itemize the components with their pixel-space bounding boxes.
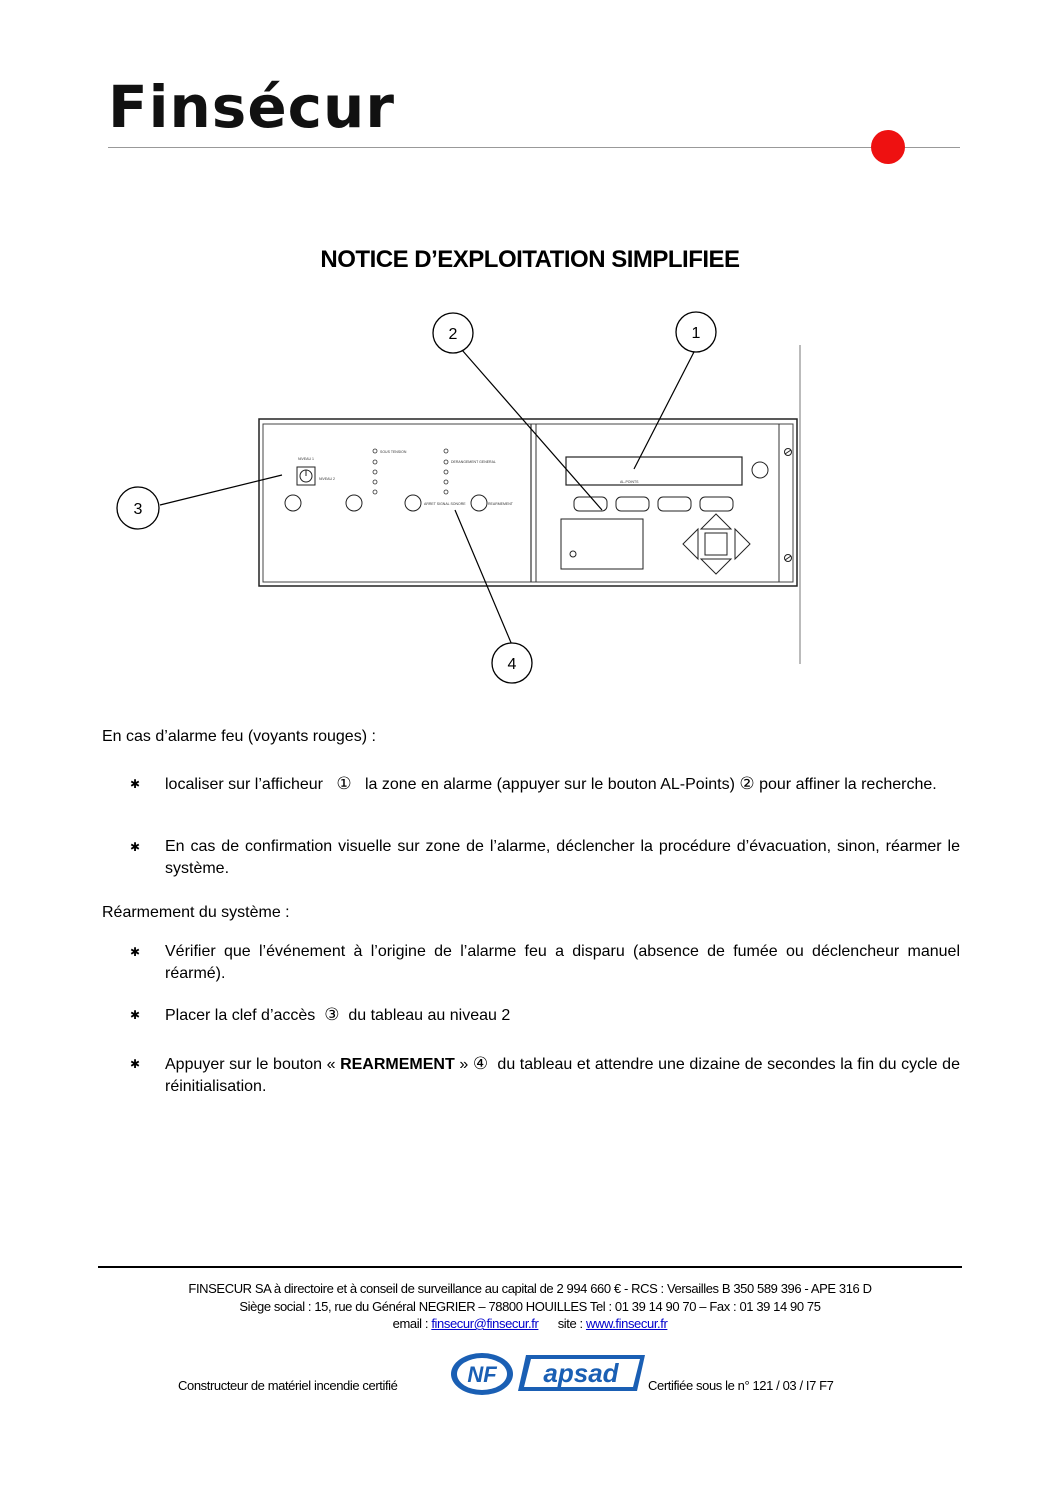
list-item: localiser sur l’afficheur ① la zone en alarme (appuyer sur le bouton AL-Points) ② pour affiner la recherche. <box>165 774 937 794</box>
finsecur-logo: Finsécur <box>108 73 395 141</box>
footer-divider <box>98 1266 962 1268</box>
derangement-label: DERANGEMENT GENERAL <box>451 460 496 464</box>
soft-key <box>658 497 691 511</box>
footer-contact: email : finsecur@finsecur.fr site : www.finsecur.fr <box>392 1316 668 1331</box>
sous-tension-label: SOUS TENSION <box>380 450 407 454</box>
callout-1-label: 1 <box>691 325 701 342</box>
bullet-icon: ✱ <box>130 1008 141 1022</box>
footer-address: Siège social : 15, rue du Général NEGRIER – 78800 HOUILLES Tel : 01 39 14 90 70 – Fax : 01 39 14 90 75 <box>239 1299 821 1314</box>
marker-4-icon: ④ <box>472 1054 489 1074</box>
list-item: Vérifier que l’événement à l’origine de l’alarme feu a disparu (absence de fumée ou déclencheur manuel réarmé). <box>165 943 960 982</box>
header-divider <box>108 147 960 148</box>
al-points-button <box>574 497 607 511</box>
niveau-2-label: NIVEAU 2 <box>319 477 335 481</box>
list-item: Appuyer sur le bouton « REARMEMENT » ④ du tableau et attendre une dizaine de secondes la fin du cycle de réinitialisation. <box>165 1054 960 1095</box>
certification-text: Constructeur de matériel incendie certifié <box>178 1378 398 1393</box>
callout-3-label: 3 <box>133 501 143 518</box>
marker-2-icon: ② <box>739 774 755 794</box>
display-screen <box>566 457 742 485</box>
marker-3-icon: ③ <box>324 1005 340 1025</box>
arret-signal-label: ARRET SIGNAL SONORE <box>424 502 466 506</box>
bullet-icon: ✱ <box>130 777 141 791</box>
arret-signal-button <box>405 495 421 511</box>
niveau-1-label: NIVEAU 1 <box>298 457 314 461</box>
rearmement-label: REARMEMENT <box>488 502 513 506</box>
apsad-logo-icon <box>518 1353 646 1393</box>
rearm-section-heading: Réarmement du système : <box>102 904 290 921</box>
svg-text:NF: NF <box>467 1362 497 1387</box>
alarm-section-heading: En cas d’alarme feu (voyants rouges) : <box>102 728 376 745</box>
nf-logo-icon <box>450 1352 514 1396</box>
bullet-icon: ✱ <box>130 1057 141 1071</box>
bullet-icon: ✱ <box>130 945 141 959</box>
soft-key <box>616 497 649 511</box>
list-item: En cas de confirmation visuelle sur zone de l’alarme, déclencher la procédure d’évacuation, sinon, réarmer le système. <box>165 838 960 877</box>
rearmement-button <box>471 495 487 511</box>
keypad-box <box>561 519 643 569</box>
list-item: Placer la clef d’accès ③ du tableau au niveau 2 <box>165 1005 511 1025</box>
red-dot-logo-mark <box>871 130 905 164</box>
round-button <box>285 495 301 511</box>
document-title: NOTICE D’EXPLOITATION SIMPLIFIEE <box>320 246 740 273</box>
callout-4-label: 4 <box>507 656 517 673</box>
marker-1-icon: ① <box>336 774 352 794</box>
certification-number: Certifiée sous le n° 121 / 03 / I7 F7 <box>648 1378 834 1393</box>
site-link[interactable]: www.finsecur.fr <box>585 1316 668 1331</box>
bullet-icon: ✱ <box>130 840 141 854</box>
soft-key <box>700 497 733 511</box>
round-button <box>346 495 362 511</box>
callout-2-label: 2 <box>448 326 458 343</box>
control-panel-diagram <box>0 300 1060 700</box>
al-points-label: AL-POINTS <box>620 480 639 484</box>
svg-text:apsad: apsad <box>543 1358 619 1388</box>
email-link[interactable]: finsecur@finsecur.fr <box>431 1316 539 1331</box>
round-button <box>752 462 768 478</box>
footer-company-info: FINSECUR SA à directoire et à conseil de surveillance au capital de 2 994 660 € - RCS : Versailles B 350 589 396 - APE 316 D <box>188 1281 872 1296</box>
